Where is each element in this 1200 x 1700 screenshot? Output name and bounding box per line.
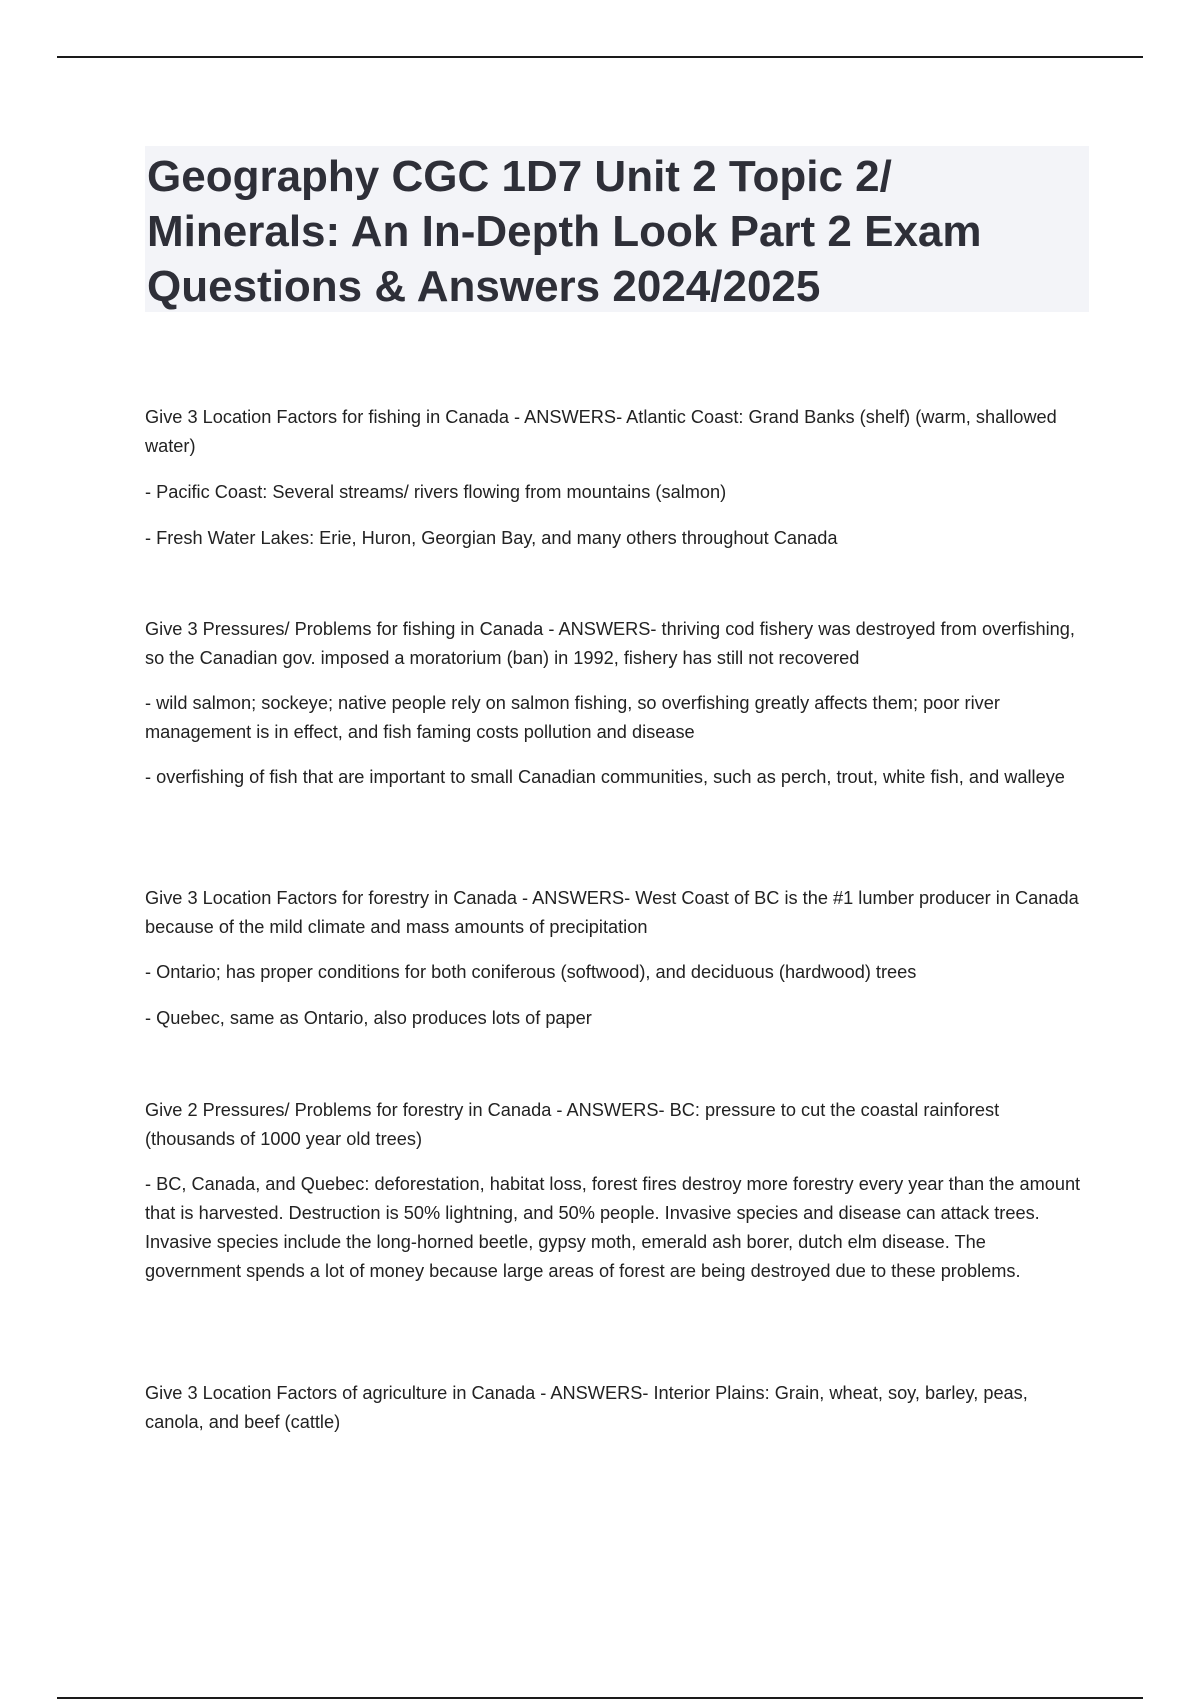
qa-2-question: Give 3 Pressures/ Problems for fishing in Canada - ANSWERS- thriving cod fishery was destroyed from overfishing, so the Canadian gov. imposed a moratorium (ban) in 1992, fishery has still not recovered	[145, 619, 1075, 668]
qa-2-point-1: - wild salmon; sockeye; native people rely on salmon fishing, so overfishing greatly affects them; poor river management is in effect, and fish faming costs pollution and disease	[145, 693, 1000, 742]
qa-4-point-1: - BC, Canada, and Quebec: deforestation, habitat loss, forest fires destroy more forestry every year than the amount that is harvested. Destruction is 50% lightning, and 50% people. Invasive species and disease can attack trees. Invasive species include the long-horned beetle, gypsy moth, emerald ash borer, dutch elm disease. The government spends a lot of money because large areas of forest are being destroyed due to these problems.	[145, 1174, 1081, 1281]
title-line-1: Geography CGC 1D7 Unit 2 Topic 2/	[147, 152, 892, 201]
qa-2-point-2: - overfishing of fish that are important to small Canadian communities, such as perch, trout, white fish, and walleye	[145, 767, 1065, 787]
qa-5-question: Give 3 Location Factors of agriculture in Canada - ANSWERS- Interior Plains: Grain, wheat, soy, barley, peas, canola, and beef (cattle)	[145, 1383, 1028, 1432]
qa-3-point-2: - Quebec, same as Ontario, also produces lots of paper	[145, 1008, 592, 1028]
qa-1-point-2: - Fresh Water Lakes: Erie, Huron, Georgian Bay, and many others throughout Canada	[145, 528, 838, 548]
title-line-2: Minerals: An In-Depth Look Part 2 Exam	[147, 207, 982, 256]
qa-3-question: Give 3 Location Factors for forestry in Canada - ANSWERS- West Coast of BC is the #1 lumber producer in Canada because of the mild climate and mass amounts of precipitation	[145, 888, 1079, 937]
qa-1-question: Give 3 Location Factors for fishing in Canada - ANSWERS- Atlantic Coast: Grand Banks (shelf) (warm, shallowed water)	[145, 407, 1057, 456]
qa-3-point-1: - Ontario; has proper conditions for both coniferous (softwood), and deciduous (hardwood) trees	[145, 962, 917, 982]
qa-1-point-1: - Pacific Coast: Several streams/ rivers flowing from mountains (salmon)	[145, 482, 727, 502]
bottom-rule	[57, 1697, 1143, 1699]
document-title	[145, 146, 1089, 312]
top-rule	[57, 56, 1143, 58]
title-line-3: Questions & Answers 2024/2025	[147, 262, 821, 311]
qa-4-question: Give 2 Pressures/ Problems for forestry in Canada - ANSWERS- BC: pressure to cut the coastal rainforest (thousands of 1000 year old trees)	[145, 1100, 1000, 1149]
